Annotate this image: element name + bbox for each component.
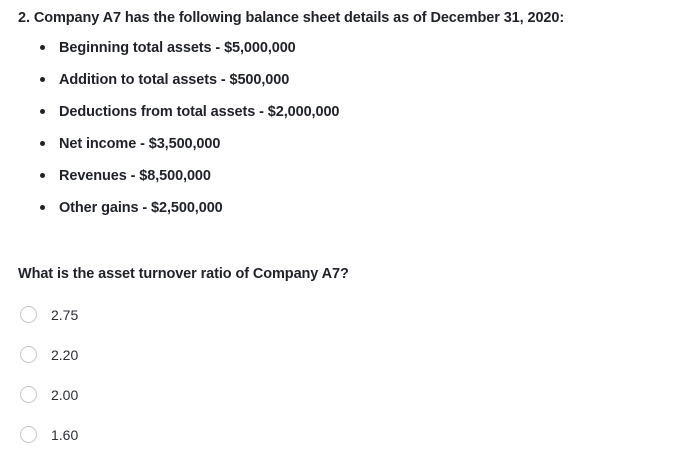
detail-text: Other gains - $2,500,000 [59,200,223,216]
detail-item [0,197,339,229]
answer-option-label[interactable]: 1.60 [51,427,79,443]
answer-option-label[interactable]: 2.00 [51,387,79,403]
answer-option-label[interactable]: 2.20 [51,347,79,363]
radio-button[interactable] [20,426,37,443]
question-prompt: What is the asset turnover ratio of Company A7? [18,266,349,282]
detail-item [0,133,339,165]
bullet-icon [40,45,45,50]
bullet-icon [40,77,45,82]
detail-item [0,37,339,69]
bullet-icon [40,141,45,146]
detail-text: Revenues - $8,500,000 [59,168,211,184]
bullet-icon [40,109,45,114]
detail-text: Addition to total assets - $500,000 [59,72,290,88]
bullet-icon [40,205,45,210]
detail-text: Beginning total assets - $5,000,000 [59,40,296,56]
detail-item [0,69,339,101]
answer-option-label[interactable]: 2.75 [51,307,79,323]
balance-sheet-details [0,37,339,229]
radio-button[interactable] [20,386,37,403]
question-title: 2. Company A7 has the following balance sheet details as of December 31, 2020: [18,10,565,26]
detail-item [0,101,339,133]
radio-button[interactable] [20,306,37,323]
detail-text: Deductions from total assets - $2,000,000 [59,104,340,120]
bullet-icon [40,173,45,178]
radio-button[interactable] [20,346,37,363]
detail-item [0,165,339,197]
detail-text: Net income - $3,500,000 [59,136,221,152]
